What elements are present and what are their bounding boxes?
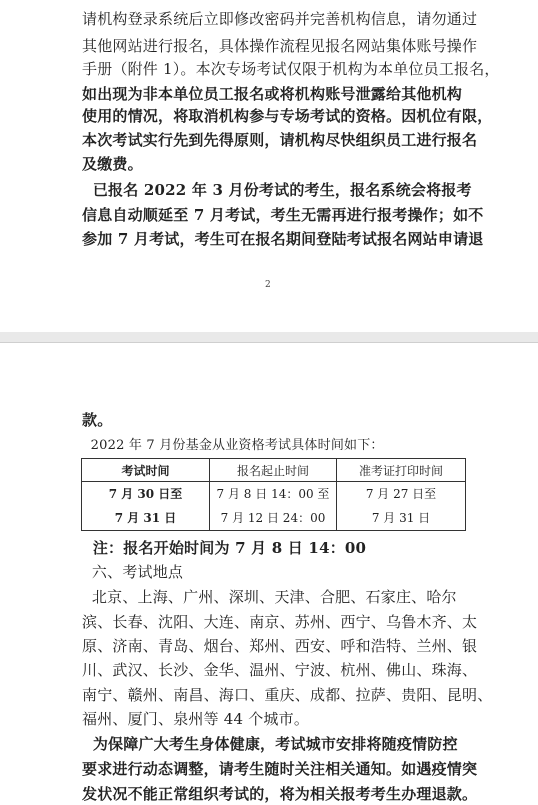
- cell-line: 7 月 12 日 24：00: [220, 511, 326, 525]
- paragraph-line: 信息自动顺延至 7 月考试，考生无需再进行报考操作；如不: [82, 206, 484, 224]
- paragraph-line: 参加 7 月考试，考生可在报名期间登陆考试报名网站申请退: [82, 230, 484, 248]
- paragraph-line: 北京、上海、广州、深圳、天津、合肥、石家庄、哈尔: [82, 588, 457, 606]
- header-registration-period: 报名起止时间: [210, 459, 337, 482]
- paragraph-line: 已报名 2022 年 3 月份考试的考生，报名系统会将报考: [82, 181, 472, 199]
- cell-line: 7 月 8 日 14：00 至: [216, 487, 330, 501]
- paragraph-line: 手册（附件 1）。本次专场考试仅限于机构为本单位员工报名，: [82, 60, 500, 78]
- paragraph-line: 及缴费。: [82, 155, 143, 173]
- cell-line: 7 月 30 日至: [108, 487, 183, 501]
- paragraph-line: 如出现为非本单位员工报名或将机构账号泄露给其他机构: [82, 85, 463, 103]
- paragraph-line: 发状况不能正常组织考试的，将为相关报考考生办理退款。: [82, 785, 478, 803]
- page-number: 2: [265, 280, 271, 290]
- paragraph-line: 原、济南、青岛、烟台、郑州、西安、呼和浩特、兰州、银: [82, 637, 478, 655]
- paragraph-line: 福州、厦门、泉州等 44 个城市。: [82, 710, 310, 728]
- cell-line: 7 月 31 日: [114, 511, 177, 525]
- table-row: [82, 482, 466, 531]
- header-exam-time: 考试时间: [82, 459, 210, 482]
- paragraph-line: 使用的情况，将取消机构参与专场考试的资格。因机位有限，: [82, 107, 493, 125]
- cell-admission-print: [337, 482, 466, 531]
- paragraph-line: 本次考试实行先到先得原则，请机构尽快组织员工进行报名: [82, 131, 478, 149]
- cell-exam-time: [82, 482, 210, 531]
- paragraph-line: 要求进行动态调整，请考生随时关注相关通知。如遇疫情突: [82, 760, 478, 778]
- exam-schedule-table: [81, 458, 466, 531]
- paragraph-line: 请机构登录系统后立即修改密码并完善机构信息，请勿通过: [82, 10, 478, 28]
- paragraph-line: 为保障广大考生身体健康，考试城市安排将随疫情防控: [82, 735, 458, 753]
- cell-line: 7 月 27 日至: [365, 487, 437, 501]
- cell-line: 7 月 31 日: [371, 511, 431, 525]
- document-page-1: [0, 0, 538, 332]
- cell-registration-period: [210, 482, 337, 531]
- paragraph-line: 滨、长春、沈阳、大连、南京、苏州、西宁、乌鲁木齐、太: [82, 613, 478, 631]
- paragraph-line: 其他网站进行报名，具体操作流程见报名网站集体账号操作: [82, 37, 478, 55]
- paragraph-line: 川、武汉、长沙、金华、温州、宁波、杭州、佛山、珠海、: [82, 661, 478, 679]
- table-header-row: [82, 459, 466, 482]
- paragraph-line: 款。: [82, 411, 113, 429]
- paragraph-line: 南宁、赣州、南昌、海口、重庆、成都、拉萨、贵阳、昆明、: [82, 686, 493, 704]
- document-page-2: [0, 342, 538, 805]
- header-admission-print: 准考证打印时间: [337, 459, 466, 482]
- section-heading: 六、考试地点: [82, 563, 184, 581]
- table-intro-line: 2022 年 7 月份基金从业资格考试具体时间如下：: [82, 438, 384, 453]
- note-line: 注：报名开始时间为 7 月 8 日 14：00: [82, 539, 367, 557]
